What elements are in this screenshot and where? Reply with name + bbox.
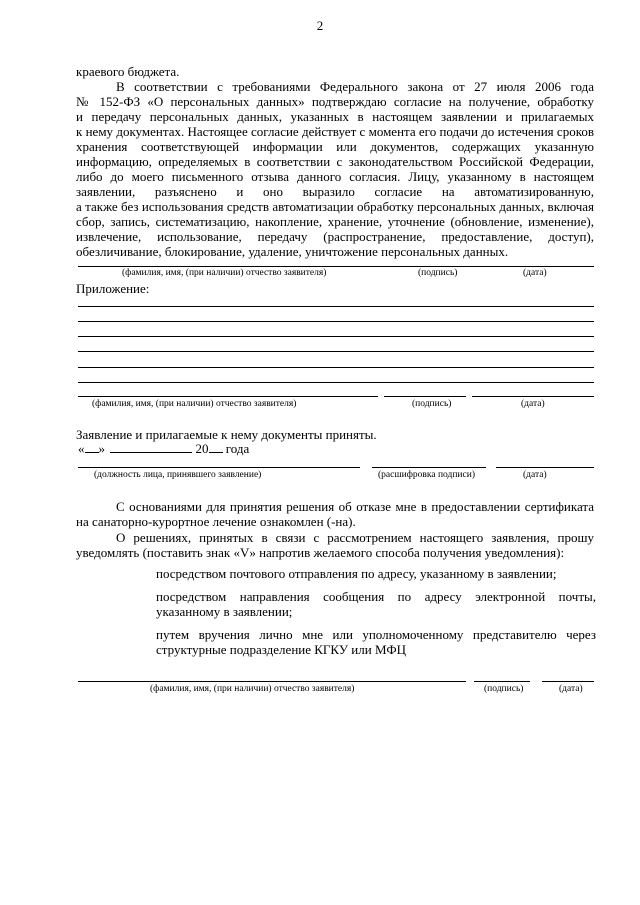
year-field[interactable] [209,442,223,453]
refusal-line: С основаниями для принятия решения об отказе мне в предоставлении сертификата [116,499,594,514]
sign-line[interactable] [474,681,530,682]
attachment-line[interactable] [78,367,594,368]
option-in-person-cont: структурные подразделение КГКУ или МФЦ [156,642,406,657]
month-field[interactable] [110,442,192,453]
sign-caption: (подпись) [418,268,458,278]
date-caption: (дата) [523,470,547,480]
attachment-line[interactable] [78,306,594,307]
option-email[interactable]: посредством направления сообщения по адресу электронной почты, [156,589,596,604]
consent-line: заявлении, разъяснено и оно выразило согласие на автоматизированную, [76,184,594,199]
consent-line: краевого бюджета. [76,64,180,79]
name-caption: (фамилия, имя, (при наличии) отчество заявителя) [122,268,327,278]
consent-line: сбор, запись, систематизацию, накопление, хранение, уточнение (обновление, изменение), [76,214,594,229]
option-postal[interactable]: посредством почтового отправления по адресу, указанному в заявлении; [156,566,557,581]
name-line[interactable] [78,396,378,397]
date-line[interactable] [472,396,594,397]
consent-line: обезличивание, блокирование, удаление, уничтожение персональных данных. [76,244,509,259]
attachment-line[interactable] [78,321,594,322]
consent-line: либо до моего письменного отзыва данного согласия. Лицу, указанному в настоящем [76,169,594,184]
option-in-person[interactable]: путем вручения лично мне или уполномоченному представителю через [156,627,596,642]
consent-line: В соответствии с требованиями Федерального закона от 27 июля 2006 года [116,79,594,94]
day-field[interactable] [85,442,99,453]
date-caption: (дата) [559,684,583,694]
decode-caption: (расшифровка подписи) [378,470,475,480]
consent-line: № 152-ФЗ «О персональных данных» подтверждаю согласие на получение, обработку [76,94,594,109]
consent-line: извлечение, использование, передачу (распространение, предоставление, доступ), [76,229,594,244]
name-caption: (фамилия, имя, (при наличии) отчество заявителя) [92,399,297,409]
sign-caption: (подпись) [484,684,524,694]
name-line[interactable] [78,681,466,682]
sign-line[interactable] [384,396,466,397]
date-line[interactable] [496,467,594,468]
date-caption: (дата) [523,268,547,278]
accepted-date-row: « » 20 года [78,441,250,456]
attachment-line[interactable] [78,351,594,352]
consent-line: и передачу персональных данных, указанных в настоящем заявлении и прилагаемых [76,109,594,124]
name-caption: (фамилия, имя, (при наличии) отчество заявителя) [150,684,355,694]
accepted-text: Заявление и прилагаемые к нему документы приняты. [76,427,377,442]
consent-line: информацию, определяемых в соответствии с законодательством Российской Федерации, [76,154,594,169]
signature-line[interactable] [78,266,594,267]
position-caption: (должность лица, принявшего заявление) [94,470,262,480]
refusal-line: на санаторно-курортное лечение ознакомлен (-на). [76,514,356,529]
date-line[interactable] [542,681,594,682]
attachment-label: Приложение: [76,281,150,296]
sign-caption: (подпись) [412,399,452,409]
consent-line: хранения соответствующей информации или документов, содержащих указанную [76,139,594,154]
attachment-line[interactable] [78,336,594,337]
attachment-line[interactable] [78,382,594,383]
notify-line: О решениях, принятых в связи с рассмотрением настоящего заявления, прошу [116,530,594,545]
page-number: 2 [316,18,324,33]
decode-line[interactable] [372,467,486,468]
position-line[interactable] [78,467,360,468]
option-email-cont: указанному в заявлении; [156,604,293,619]
date-caption: (дата) [521,399,545,409]
notify-line: уведомлять (поставить знак «V» напротив желаемого способа получения уведомления): [76,545,565,560]
consent-line: а также без использования средств автоматизации обработку персональных данных, включая [76,199,594,214]
consent-line: к нему документах. Настоящее согласие действует с момента его подачи до истечения сроков [76,124,594,139]
